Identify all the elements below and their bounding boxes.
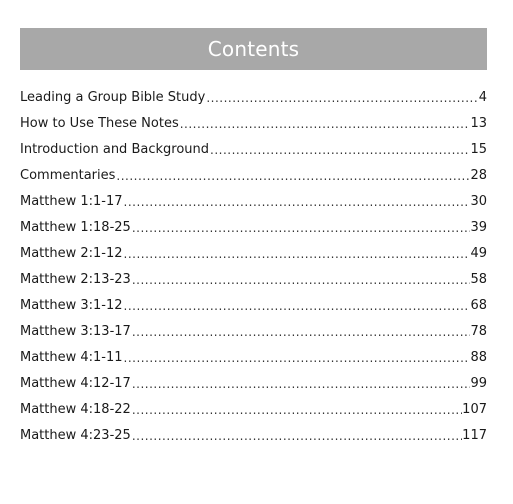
dot-leader (116, 168, 470, 183)
toc-entry-title: Matthew 3:1-12 (20, 297, 123, 313)
toc-entry-page: 99 (470, 375, 487, 391)
toc-entry-page: 4 (478, 89, 487, 105)
toc-entry-page: 58 (470, 271, 487, 287)
toc-entry[interactable] (20, 396, 487, 422)
dot-leader (132, 402, 462, 417)
dot-leader (124, 194, 471, 209)
dot-leader (124, 298, 471, 313)
toc-entry[interactable] (20, 136, 487, 162)
dot-leader (124, 246, 471, 261)
toc-entry[interactable] (20, 110, 487, 136)
toc-entry[interactable] (20, 266, 487, 292)
toc-entry-title: Matthew 3:13-17 (20, 323, 131, 339)
toc-entry-title: Matthew 4:12-17 (20, 375, 131, 391)
dot-leader (132, 428, 462, 443)
toc-entry-title: Leading a Group Bible Study (20, 89, 206, 105)
toc-entry-page: 117 (462, 427, 487, 443)
toc-entry[interactable] (20, 188, 487, 214)
toc-entry-page: 13 (470, 115, 487, 131)
toc-entry-page: 107 (462, 401, 487, 417)
toc-entry-title: Commentaries (20, 167, 116, 183)
dot-leader (132, 220, 471, 235)
dot-leader (206, 90, 478, 105)
toc-entry[interactable] (20, 162, 487, 188)
toc-entry-title: Introduction and Background (20, 141, 210, 157)
toc-entry[interactable] (20, 292, 487, 318)
toc-entry-page: 28 (470, 167, 487, 183)
toc-entry-page: 88 (470, 349, 487, 365)
toc-entry-title: Matthew 2:1-12 (20, 245, 123, 261)
toc-entry-page: 39 (470, 219, 487, 235)
toc-entry-title: Matthew 2:13-23 (20, 271, 131, 287)
dot-leader (132, 376, 471, 391)
toc-entry-page: 15 (470, 141, 487, 157)
toc-entry-title: Matthew 4:23-25 (20, 427, 131, 443)
toc-entry-title: Matthew 1:18-25 (20, 219, 131, 235)
toc-entry-title: Matthew 4:1-11 (20, 349, 123, 365)
toc-entry-page: 30 (470, 193, 487, 209)
dot-leader (132, 324, 471, 339)
toc-entry-page: 68 (470, 297, 487, 313)
toc-entry[interactable] (20, 214, 487, 240)
toc-entry[interactable] (20, 344, 487, 370)
toc-entry-page: 49 (470, 245, 487, 261)
toc-entry[interactable] (20, 370, 487, 396)
toc-entry[interactable] (20, 422, 487, 448)
toc-entry-title: Matthew 4:18-22 (20, 401, 131, 417)
page-title: Contents (207, 37, 300, 61)
toc-entry[interactable] (20, 240, 487, 266)
contents-header-bar (20, 28, 487, 70)
toc-entry[interactable] (20, 318, 487, 344)
table-of-contents (20, 84, 487, 448)
toc-entry-title: Matthew 1:1-17 (20, 193, 123, 209)
toc-entry-page: 78 (470, 323, 487, 339)
toc-entry-title: How to Use These Notes (20, 115, 179, 131)
dot-leader (210, 142, 470, 157)
dot-leader (180, 116, 471, 131)
dot-leader (124, 350, 471, 365)
toc-entry[interactable] (20, 84, 487, 110)
dot-leader (132, 272, 471, 287)
